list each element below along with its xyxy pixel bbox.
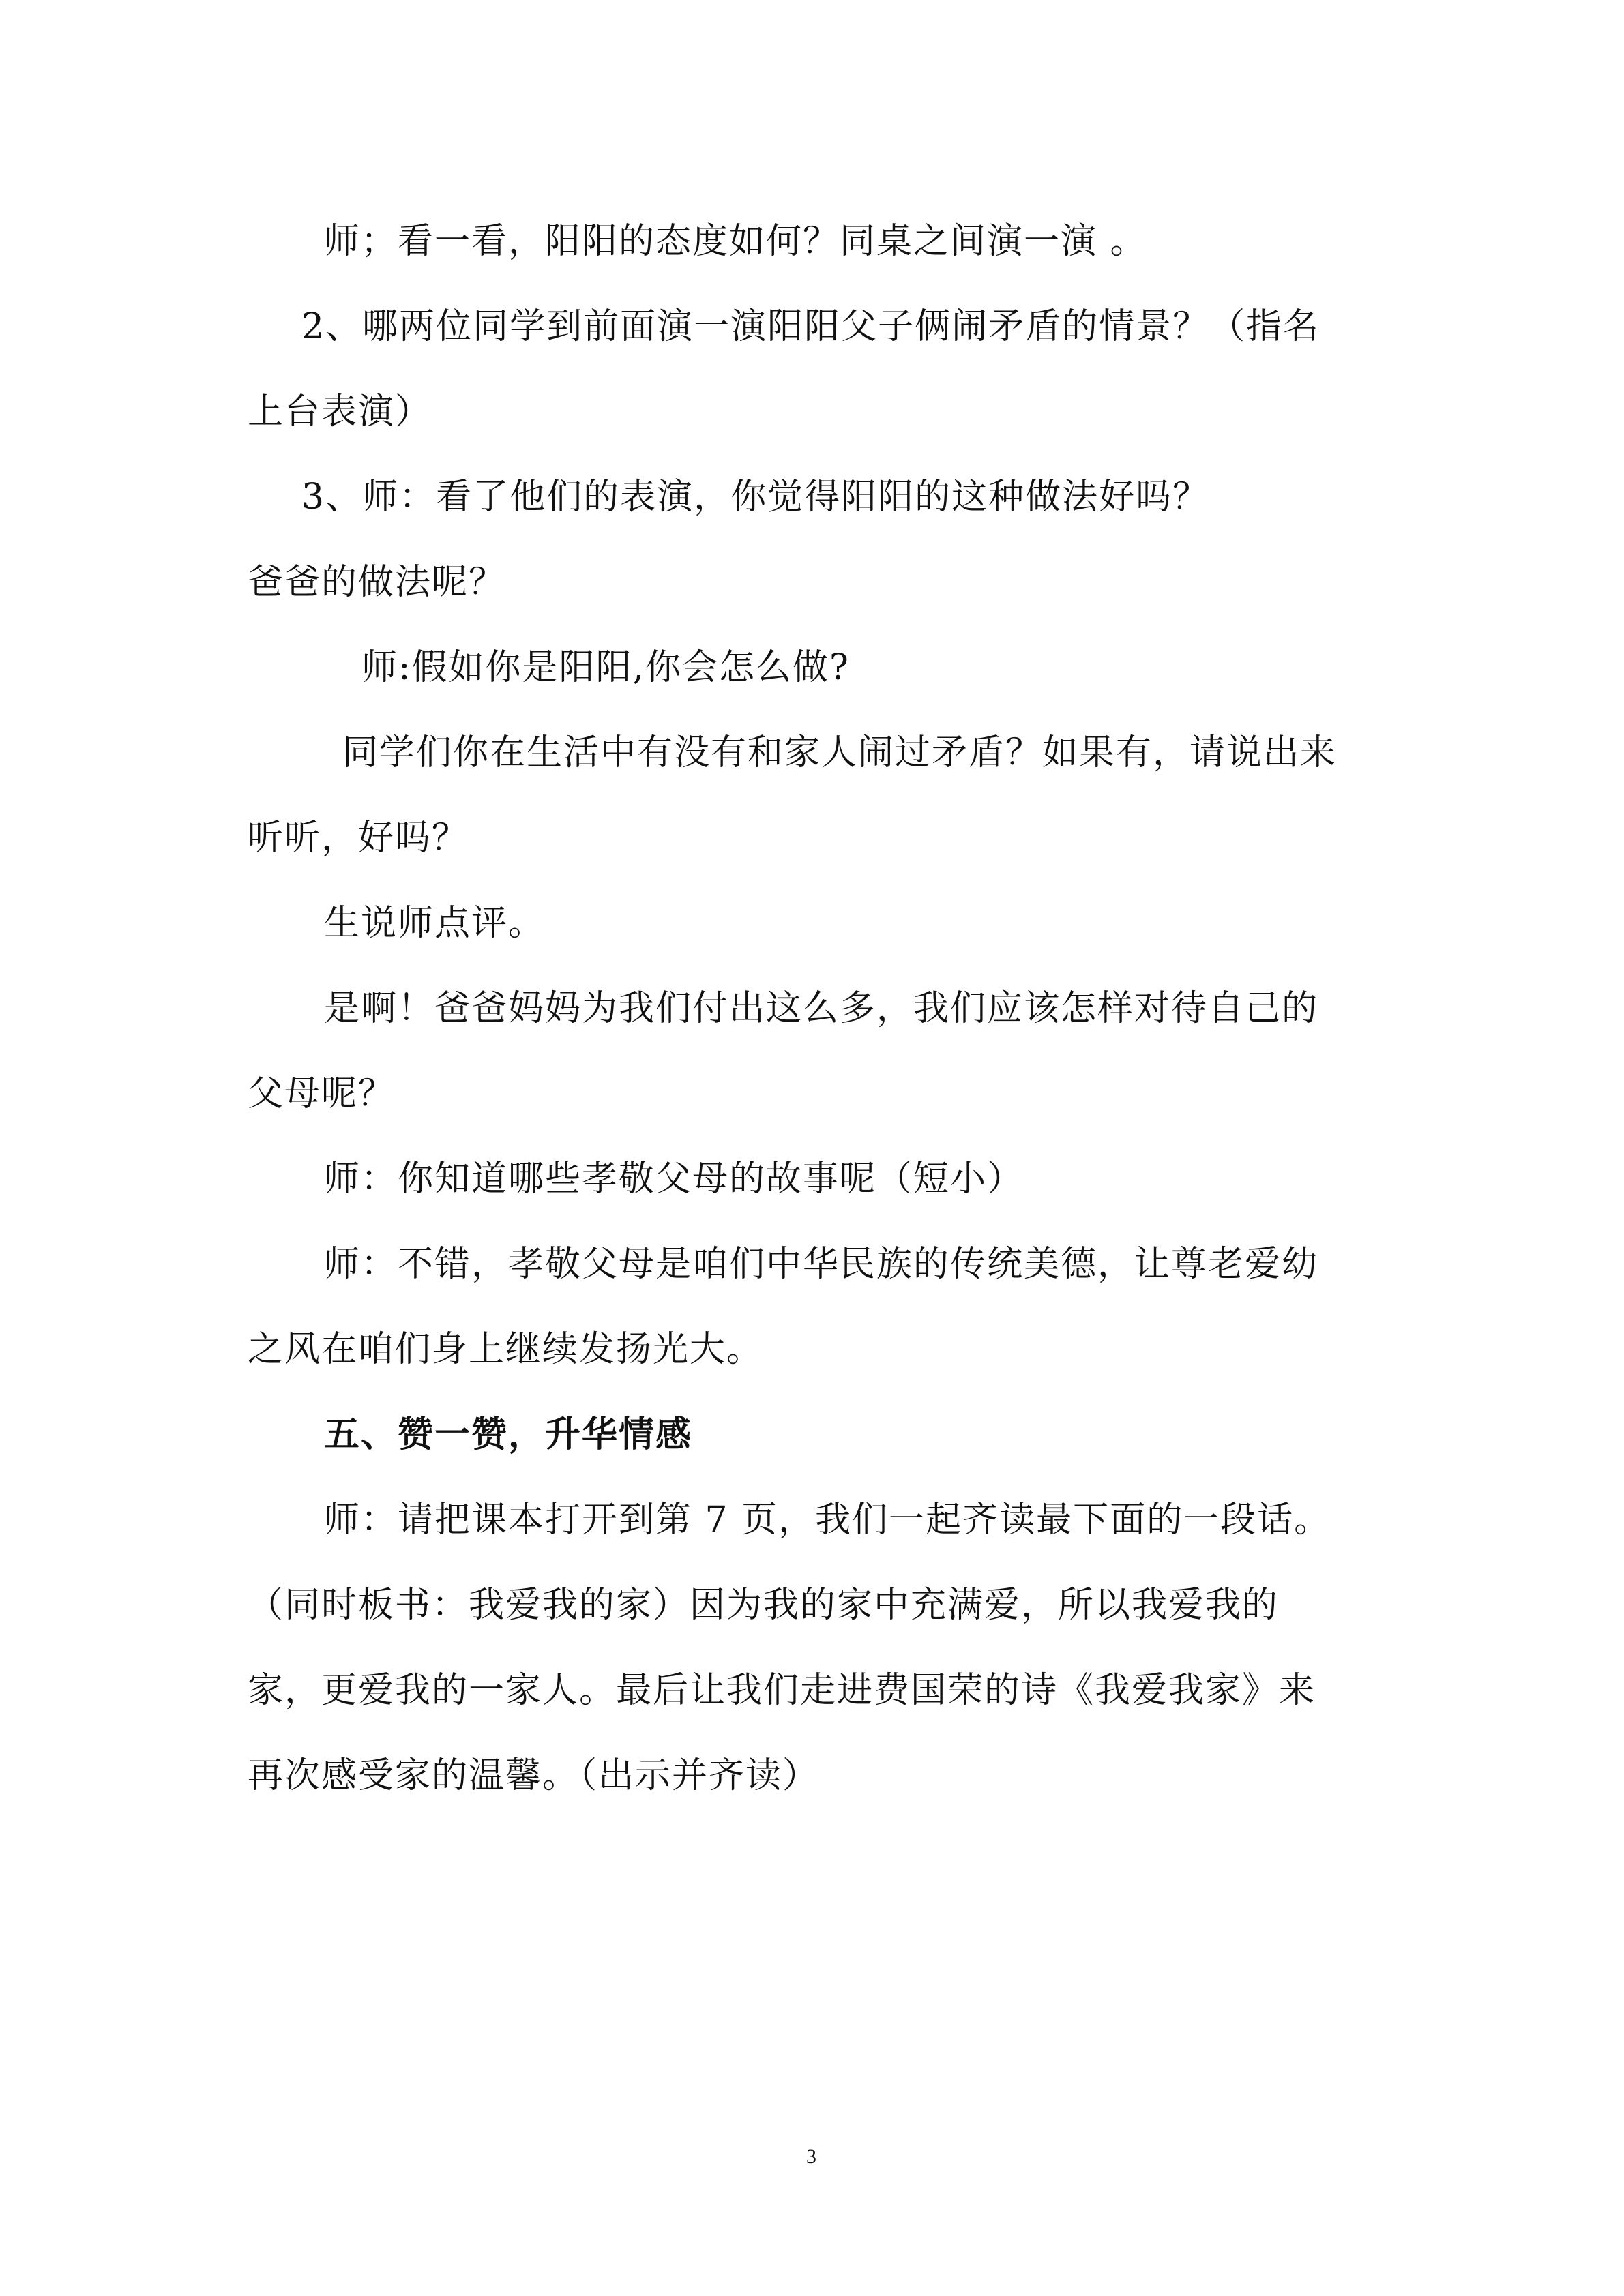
paragraph-line: 师：不错，孝敬父母是咱们中华民族的传统美德，让尊老爱幼 (324, 1244, 1319, 1285)
paragraph-line: 生说师点评。 (324, 903, 546, 944)
paragraph-line: 再次感受家的温馨。（出示并齐读） (248, 1755, 820, 1796)
paragraph-line: 父母呢？ (248, 1073, 396, 1114)
paragraph-line: 上台表演） (248, 391, 432, 432)
section-heading: 五、赞一赞，升华情感 (324, 1414, 693, 1455)
paragraph-line: 听听，好吗？ (248, 818, 469, 859)
paragraph-line: 同学们你在生活中有没有和家人闹过矛盾？如果有，请说出来 (342, 732, 1338, 773)
paragraph-line: 爸爸的做法呢？ (248, 562, 506, 603)
paragraph-line: 之风在咱们身上继续发扬光大。 (248, 1329, 764, 1370)
paragraph-line: 师；看一看，阳阳的态度如何？同桌之间演一演 。 (324, 221, 1147, 262)
paragraph-line: 师:假如你是阳阳,你会怎么做? (361, 647, 850, 688)
paragraph-line: 3、师：看了他们的表演，你觉得阳阳的这种做法好吗？ (301, 477, 1210, 518)
paragraph-line: 师：请把课本打开到第 7 页，我们一起齐读最下面的一段话。 (324, 1500, 1331, 1540)
paragraph-line: 2、哪两位同学到前面演一演阳阳父子俩闹矛盾的情景？（指名 (301, 306, 1320, 347)
paragraph-line: 家，更爱我的一家人。最后让我们走进费国荣的诗《我爱我家》来 (248, 1670, 1316, 1711)
page-number: 3 (806, 2145, 816, 2168)
paragraph-line: （同时板书：我爱我的家）因为我的家中充满爱，所以我爱我的 (248, 1585, 1280, 1626)
paragraph-line: 是啊！爸爸妈妈为我们付出这么多，我们应该怎样对待自己的 (324, 988, 1319, 1029)
paragraph-line: 师：你知道哪些孝敬父母的故事呢（短小） (324, 1159, 1024, 1199)
